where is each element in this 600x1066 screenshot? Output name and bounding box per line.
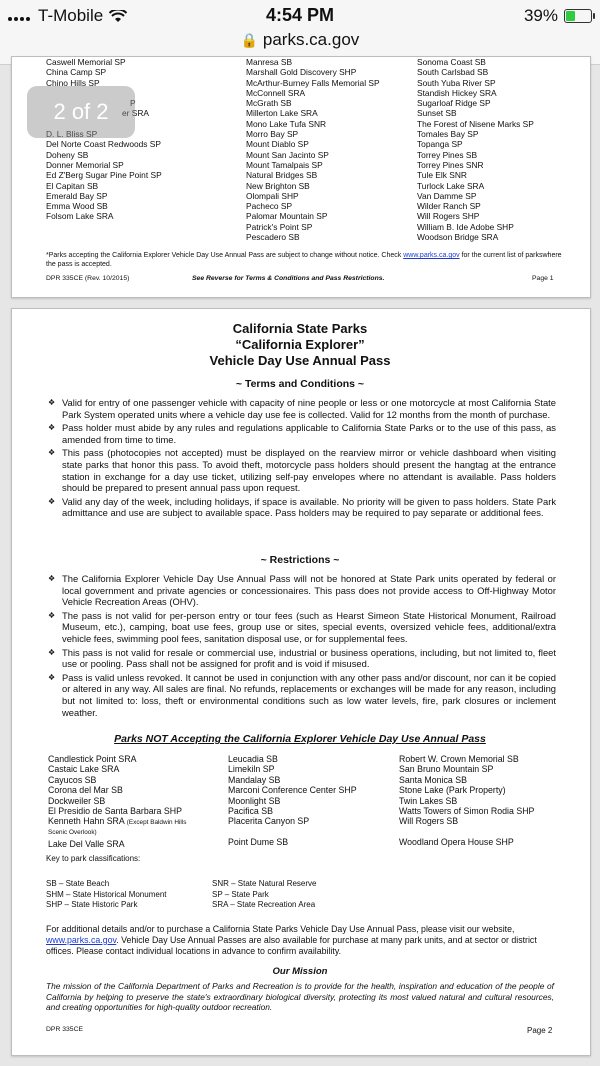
page-number-2: Page 2 [527,1026,553,1035]
footnote: *Parks accepting the California Explorer Vehicle Day Use Annual Pass are subject to change without notice. Check www.parks.ca.gov for the current list of parkswhere the pass is accepted. [46,252,562,268]
parks-not-accepting-heading: Parks NOT Accepting the California Explorer Vehicle Day Use Annual Pass [114,733,486,745]
list-item: Sunset SB [417,108,457,119]
url-text: parks.ca.gov [262,30,360,49]
battery-icon [564,9,592,23]
excluded-parks-col-2 [228,754,357,847]
list-item: Manresa SB [246,57,293,67]
bullet-item: ❖ Pass is valid unless revoked. It cannot be used in conjunction with any other pass and/or discount, nor can it be copied or altered in any way. All sales are final. No refunds, replacements or exchanges will be made for any reason, including but not limited to: loss, theft or environmental conditions such as low water levels, fire, park closures or inclement weather. [48,672,556,718]
list-item-note: Scenic Overlook) [48,828,97,836]
list-item: China Camp SP [46,67,107,78]
list-item: The Forest of Nisene Marks SP [417,118,534,129]
list-item: Emma Wood SB [46,201,108,212]
list-item: Caswell Memorial SP [46,57,126,67]
list-item: Natural Bridges SB [246,170,318,181]
list-item: Mount San Jacinto SP [246,149,329,160]
doc-title-line-3: Vehicle Day Use Annual Pass [209,353,391,368]
list-item: Woodland Opera House SHP [399,836,514,847]
lock-icon: 🔒 [240,32,259,48]
list-item: Mount Diablo SP [246,139,309,150]
list-item: Limekiln SP [228,764,275,775]
park-list-col-3 [417,57,534,242]
bullet-item: ❖ The pass is not valid for per-person entry or tour fees (such as Hearst Simeon State Historical Monument, Railroad Museum, etc.), camping, boat use fees, group use or sites, special events, oversized vehicle fees, additional/extra vehicle fees, swimming pool fees, sanitation disposal use, or for supplemental fees. [48,610,556,645]
battery-area [524,6,592,26]
excluded-parks-col-3 [399,754,534,847]
list-item: Will Rogers SB [399,816,459,827]
purchase-info: For additional details and/or to purchase a California State Parks Vehicle Day Use Annual Pass, please visit our website, www.parks.ca.gov. Vehicle Day Use Annual Passes are also available for purchase at many park units, and at sector or district offices. Please contact individual locations in advance to confirm availability. [46,924,537,956]
doc-title-line-2: “California Explorer” [235,337,365,352]
page-number: Page 1 [532,275,554,282]
key-right [212,879,317,911]
list-item: SHM – State Historical Monument [46,889,167,899]
list-item: Twin Lakes SB [399,795,458,806]
park-list-col-1 [46,57,162,222]
list-item: Tule Elk SNR [417,170,467,181]
list-item: Van Damme SP [417,190,477,201]
list-item: Marshall Gold Discovery SHP [246,67,357,78]
list-item: Sonoma Coast SB [417,57,486,67]
list-item: Pacifica SB [228,806,273,817]
list-item: Corona del Mar SB [48,785,123,796]
park-list-col-2 [246,57,380,242]
list-item: SHP – State Historic Park [46,900,138,910]
list-item: Torrey Pines SNR [417,159,484,170]
list-item: Folsom Lake SRA [46,211,114,222]
list-item: Pacheco SP [246,201,293,212]
mission-text: The mission of the California Department of Parks and Recreation is to provide for the health, inspiration and education of the people of California by helping to preserve the state's extraordinary biological diversity, protecting its most valued natural and cultural resources, and creating opportunities for high-quality outdoor recreation. [46,981,554,1013]
list-item: Dockweiler SB [48,795,106,806]
list-item: Mono Lake Tufa SNR [246,118,327,129]
list-item: McArthur-Burney Falls Memorial SP [246,77,380,88]
bullet-item: ❖ This pass is not valid for resale or commercial use, industrial or business operations, including, but not limited to, fleet use or pooling. Pass shall not be assigned for profit and is void if misused. [48,647,556,670]
list-item: SP – State Park [212,889,269,899]
list-item: Leucadia SB [228,754,278,764]
bullet-item: ❖ Valid for entry of one passenger vehicle with capacity of nine people or less or one motorcycle at most California State Park System operated units where a vehicle day use fee is collected. Valid for 12 months from the month of purchase. [48,397,556,420]
list-item: Morro Bay SP [246,129,299,140]
list-item: Mandalay SB [228,774,281,785]
list-item: San Bruno Mountain SP [399,764,494,775]
parks-website-link[interactable]: www.parks.ca.gov [46,934,117,945]
list-item: Placerita Canyon SP [228,816,310,827]
list-item: SNR – State Natural Reserve [212,879,317,888]
list-item: Castaic Lake SRA [48,764,120,775]
list-item: Santa Monica SB [399,774,467,785]
carrier-label: T-Mobile [38,6,104,25]
list-item: Chino Hills SP [46,77,100,88]
address-bar[interactable] [0,30,600,50]
list-item: D. L. Bliss SP [46,129,98,140]
excluded-parks-col-1 [48,754,186,849]
list-item: McConnell SRA [246,87,306,98]
list-item: Candlestick Point SRA [48,754,137,764]
reverse-note: See Reverse for Terms & Conditions and Pass Restrictions. [192,275,385,282]
list-item: er SRA [122,108,149,119]
list-item: McGrath SB [246,98,292,109]
key-left [46,879,167,911]
list-item: Doheny SB [46,149,89,160]
list-item: Emerald Bay SP [46,190,108,201]
list-item: Del Norte Coast Redwoods SP [46,139,161,150]
list-item: SB – State Beach [46,879,110,888]
list-item: Stone Lake (Park Property) [399,785,506,796]
clock: 4:54 PM [265,5,335,25]
list-item: William B. Ide Adobe SHP [417,221,514,232]
list-item: New Brighton SB [246,180,310,191]
form-id: DPR 335CE (Rev. 10/2015) [46,275,130,282]
list-item: Millerton Lake SRA [246,108,318,119]
list-item: Moonlight SB [228,795,281,806]
parks-link[interactable]: www.parks.ca.gov [403,252,460,259]
list-item: El Capitan SB [46,180,99,191]
bullet-item: ❖ Valid any day of the week, including holidays, if space is available. No priority will be given to pass holders. State Park admittance and use are subject to available space. Pass holders may be required to pay separate or additional fees. [48,496,556,519]
list-item: Sugarloaf Ridge SP [417,98,491,109]
list-item: P [130,98,136,108]
list-item: South Carlsbad SB [417,67,489,78]
bullet-item: ❖ Pass holder must abide by any rules and regulations applicable to California State Parks or to the use of this pass, as amended from time to time. [48,422,556,445]
bullet-item: ❖ The California Explorer Vehicle Day Use Annual Pass will not be honored at State Park units operated by federal or local government and private agencies or concessionaires. This pass does not provide access to Off-Highway Motor Vehicle Recreation Areas (OHV). [48,573,556,608]
list-item: Marconi Conference Center SHP [228,785,357,796]
list-item: Patrick's Point SP [246,221,313,232]
list-item: Lake Del Valle SRA [48,838,125,849]
battery-percent: 39% [523,6,558,25]
list-item: Will Rogers SHP [417,211,480,222]
list-item: Robert W. Crown Memorial SB [399,754,519,764]
list-item: El Presidio de Santa Barbara SHP [48,806,182,817]
list-item: Woodson Bridge SRA [417,232,499,243]
list-item: Point Dume SB [228,836,289,847]
list-item: Turlock Lake SRA [417,180,485,191]
bullet-item: ❖ This pass (photocopies not accepted) must be displayed on the rearview mirror or vehicle dashboard when visiting state parks that honor this pass. To avoid theft, motorcycle pass holders should present the hangtag at the entrance station in exchange for a day use ticket, utilizing self-pay envelopes where no attendant is available. Pass holders should be prepared to present annual pass upon request. [48,447,556,493]
list-item: Tomales Bay SP [417,129,479,140]
restrictions-list [48,573,556,720]
list-item: Wilder Ranch SP [417,201,481,212]
page-indicator: 2 of 2 [27,86,135,138]
list-item: Mount Tamalpais SP [246,159,323,170]
form-id-page-2: DPR 335CE [46,1026,84,1033]
list-item: Topanga SP [417,139,463,150]
list-item: South Yuba River SP [417,77,496,88]
doc-title-line-1: California State Parks [232,321,368,336]
key-heading: Key to park classifications: [46,854,141,863]
list-item: Pescadero SB [246,232,300,243]
restrictions-heading: ~ Restrictions ~ [260,554,340,566]
terms-heading: ~ Terms and Conditions ~ [235,378,365,390]
mission-heading: Our Mission [272,966,328,977]
list-item: Watts Towers of Simon Rodia SHP [399,806,535,817]
terms-list [48,397,556,521]
list-item: Kenneth Hahn SRA (Except Baldwin Hills [48,816,187,827]
list-item: Palomar Mountain SP [246,211,328,222]
list-item: Olompali SHP [246,190,299,201]
list-item: SRA – State Recreation Area [212,900,316,910]
list-item: Standish Hickey SRA [417,87,497,98]
list-item: Ed Z'Berg Sugar Pine Point SP [46,170,162,181]
list-item: Cayucos SB [48,774,97,785]
list-item: Donner Memorial SP [46,159,124,170]
list-item: Torrey Pines SB [417,149,478,160]
